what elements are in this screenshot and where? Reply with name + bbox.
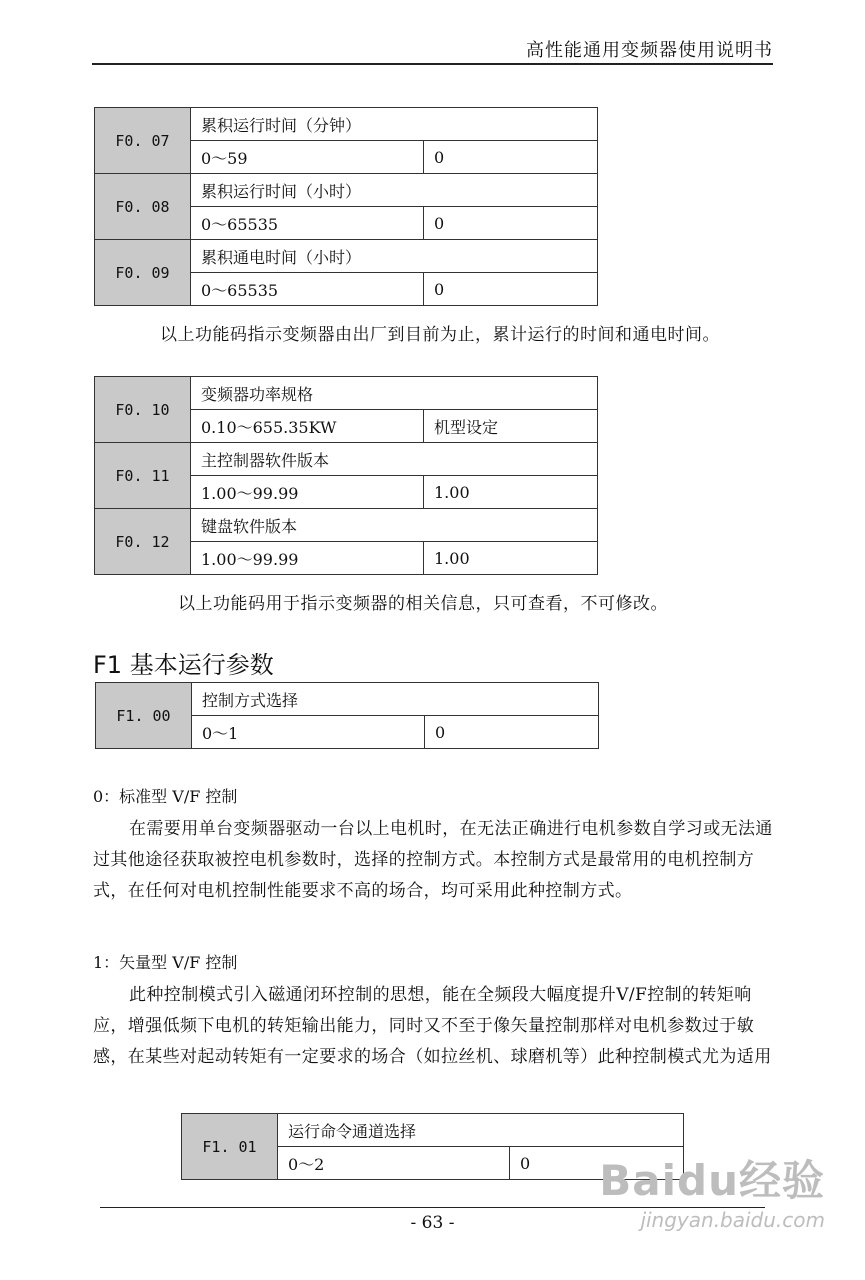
header-rule xyxy=(92,63,773,65)
param-default: 1.00 xyxy=(424,476,598,509)
param-name: 累积运行时间（分钟） xyxy=(191,108,598,141)
param-table-f010-f012 xyxy=(94,376,598,575)
param-default: 1.00 xyxy=(424,542,598,575)
option-1-description xyxy=(93,980,783,1073)
param-code: F0. 09 xyxy=(95,240,191,306)
param-name: 运行命令通道选择 xyxy=(278,1114,684,1147)
option-1-label: 1：矢量型 V/F 控制 xyxy=(93,953,238,972)
table-row xyxy=(95,509,598,542)
param-default: 0 xyxy=(425,716,599,749)
table-row xyxy=(95,377,598,410)
param-range: 0～65535 xyxy=(191,207,424,240)
page-number: - 63 - xyxy=(410,1213,455,1233)
param-range: 0～2 xyxy=(278,1147,510,1180)
param-name: 控制方式选择 xyxy=(192,683,599,716)
param-default: 0 xyxy=(424,207,598,240)
param-range: 0.10～655.35KW xyxy=(191,410,424,443)
param-name: 键盘软件版本 xyxy=(191,509,598,542)
param-code: F1. 00 xyxy=(96,683,192,749)
table-row xyxy=(95,108,598,141)
param-range: 0～65535 xyxy=(191,273,424,306)
table-row xyxy=(95,174,598,207)
param-name: 变频器功率规格 xyxy=(191,377,598,410)
option-0-label: 0：标准型 V/F 控制 xyxy=(93,787,238,806)
param-range: 0～59 xyxy=(191,141,424,174)
param-range: 0～1 xyxy=(192,716,425,749)
param-code: F0. 10 xyxy=(95,377,191,443)
section-title: F1 基本运行参数 xyxy=(93,651,274,679)
table-row xyxy=(96,683,599,716)
note-runtime: 以上功能码指示变频器由出厂到目前为止，累计运行的时间和通电时间。 xyxy=(160,325,720,345)
watermark-logo: Baidu经验 xyxy=(599,1156,825,1205)
table-row xyxy=(95,443,598,476)
param-code: F0. 11 xyxy=(95,443,191,509)
param-code: F0. 08 xyxy=(95,174,191,240)
option-0-description xyxy=(93,814,783,907)
param-name: 累积通电时间（小时） xyxy=(191,240,598,273)
param-default: 机型设定 xyxy=(424,410,598,443)
param-table-f100 xyxy=(95,682,599,749)
watermark xyxy=(599,1148,825,1232)
table-row xyxy=(95,240,598,273)
param-name: 主控制器软件版本 xyxy=(191,443,598,476)
param-default: 0 xyxy=(424,273,598,306)
param-code: F0. 07 xyxy=(95,108,191,174)
param-code: F1. 01 xyxy=(182,1114,278,1180)
param-name: 累积运行时间（小时） xyxy=(191,174,598,207)
param-range: 1.00～99.99 xyxy=(191,542,424,575)
param-range: 1.00～99.99 xyxy=(191,476,424,509)
table-row xyxy=(182,1114,684,1147)
watermark-url: jingyan.baidu.com xyxy=(640,1208,825,1232)
param-code: F0. 12 xyxy=(95,509,191,575)
option-0-text: 在需要用单台变频器驱动一台以上电机时，在无法正确进行电机参数自学习或无法通过其他途径获取被控电机参数时，选择的控制方式。本控制方式是最常用的电机控制方式，在任何对电机控制性能要求不高的场合，均可采用此种控制方式。 xyxy=(93,819,773,901)
param-default: 0 xyxy=(424,141,598,174)
option-1-text: 此种控制模式引入磁通闭环控制的思想，能在全频段大幅度提升V/F控制的转矩响应，增强低频下电机的转矩输出能力，同时又不至于像矢量控制那样对电机参数过于敏感，在某些对起动转矩有一定要求的场合（如拉丝机、球磨机等）此种控制模式尤为适用 xyxy=(93,985,772,1067)
document-header-title: 高性能通用变频器使用说明书 xyxy=(526,40,773,61)
note-info: 以上功能码用于指示变频器的相关信息，只可查看，不可修改。 xyxy=(178,594,668,614)
param-table-f007-f009 xyxy=(94,107,598,306)
param-default: 0 xyxy=(510,1147,684,1180)
